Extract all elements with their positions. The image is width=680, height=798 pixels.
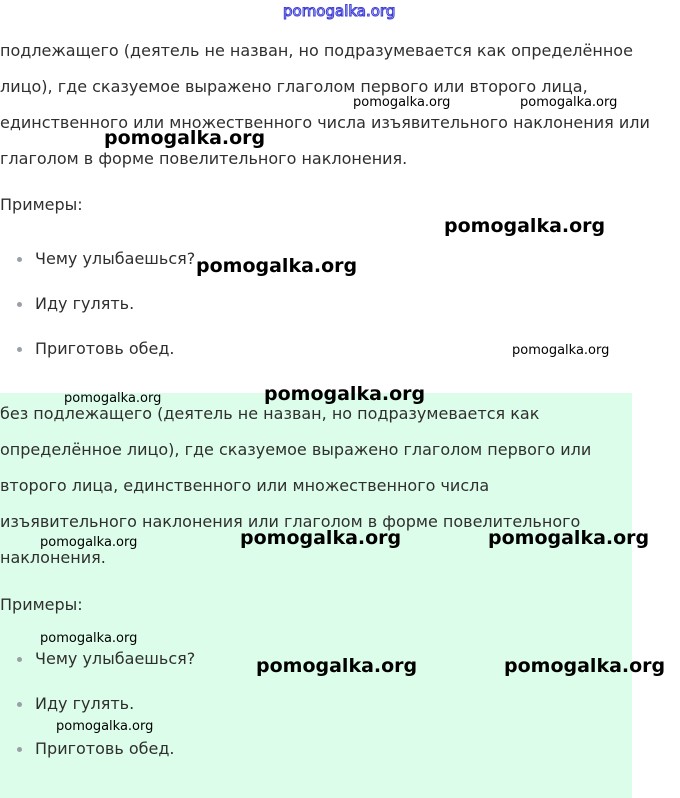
text-line: второго лица, единственного или множественного числа	[0, 476, 490, 495]
text-line: изъявительного наклонения или глаголом в форме повелительного	[0, 512, 581, 531]
text-line: без подлежащего (деятель не назван, но подразумевается как	[0, 404, 540, 423]
bullet-icon	[17, 302, 22, 307]
watermark: pomogalka.org	[40, 535, 138, 550]
examples-list	[0, 649, 195, 784]
watermark: pomogalka.org	[64, 391, 162, 406]
bullet-icon	[17, 347, 22, 352]
watermark: pomogalka.org	[196, 255, 358, 277]
examples-label: Примеры:	[0, 195, 83, 214]
text-line: подлежащего (деятель не назван, но подразумевается как определённое	[0, 41, 633, 60]
watermark: pomogalka.org	[520, 95, 618, 110]
watermark: pomogalka.org	[104, 127, 266, 149]
bullet-icon	[17, 702, 22, 707]
watermark: pomogalka.org	[353, 95, 451, 110]
list-item: Иду гулять.	[0, 694, 195, 739]
text-line: лицо), где сказуемое выражено глаголом первого или второго лица,	[0, 77, 588, 96]
watermark: pomogalka.org	[488, 527, 650, 549]
list-item: Иду гулять.	[0, 294, 195, 339]
watermark: pomogalka.org	[512, 343, 610, 358]
bullet-icon	[17, 257, 22, 262]
watermark: pomogalka.org	[504, 655, 666, 677]
bullet-icon	[17, 747, 22, 752]
watermark: pomogalka.org	[56, 719, 154, 734]
examples-list	[0, 249, 195, 384]
watermark: pomogalka.org	[444, 215, 606, 237]
list-item: Чему улыбаешься?	[0, 249, 195, 294]
watermark: pomogalka.org	[264, 383, 426, 405]
list-item: Чему улыбаешься?	[0, 649, 195, 694]
text-line: наклонения.	[0, 548, 106, 567]
site-link[interactable]: pomogalka.org	[283, 2, 396, 20]
text-line: единственного или множественного числа изъявительного наклонения или	[0, 113, 650, 132]
text-line: глаголом в форме повелительного наклонения.	[0, 149, 408, 168]
watermark: pomogalka.org	[256, 655, 418, 677]
watermark: pomogalka.org	[240, 527, 402, 549]
bullet-icon	[17, 657, 22, 662]
watermark: pomogalka.org	[40, 631, 138, 646]
text-line: определённое лицо), где сказуемое выражено глаголом первого или	[0, 440, 592, 459]
examples-label: Примеры:	[0, 595, 83, 614]
list-item: Приготовь обед.	[0, 339, 195, 384]
list-item: Приготовь обед.	[0, 739, 195, 784]
